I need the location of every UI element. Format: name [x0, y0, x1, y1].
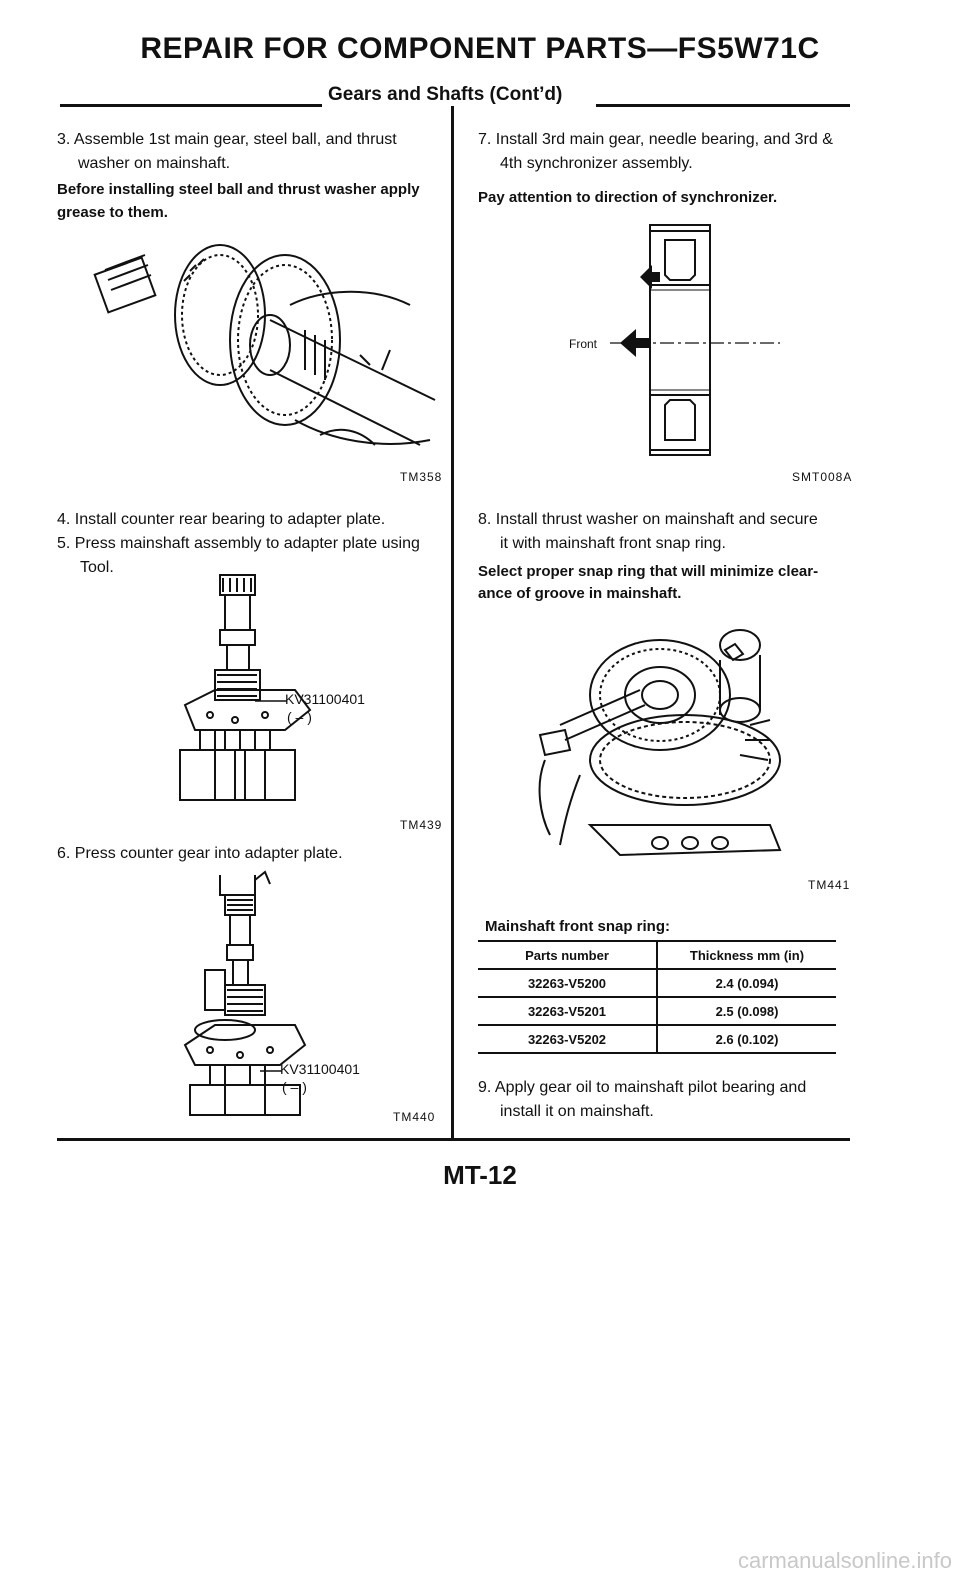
watermark: carmanualsonline.info [737, 1548, 952, 1573]
tool-leader-tm440 [260, 1070, 282, 1072]
table-row [478, 997, 836, 1025]
thickness-cell: 2.5 (0.098) [657, 997, 836, 1025]
step-5-line-1: 5. Press mainshaft assembly to adapter plate using [57, 535, 420, 552]
thickness-cell: 2.6 (0.102) [657, 1025, 836, 1053]
step-7-line-1: 7. Install 3rd main gear, needle bearing, and 3rd & [478, 131, 833, 148]
figure-tm358-gear-assembly [90, 235, 440, 460]
header-parts-number: Parts number [478, 942, 657, 969]
figure-smt008a-synchronizer-direction [590, 225, 790, 460]
part-number-cell: 32263-V5200 [478, 969, 657, 997]
step-8-note-line-1: Select proper snap ring that will minimize clear- [478, 563, 819, 580]
tool-paren-tm439: ( – ) [287, 709, 312, 725]
snap-ring-table-title: Mainshaft front snap ring: [485, 918, 670, 935]
step-7-note: Pay attention to direction of synchronizer. [478, 189, 778, 206]
thickness-cell: 2.4 (0.094) [657, 969, 836, 997]
table-header-row [478, 942, 836, 969]
figure-caption-smt008a: SMT008A [792, 470, 853, 484]
step-3-note-line-2: grease to them. [57, 204, 168, 221]
step-4: 4. Install counter rear bearing to adapter plate. [57, 511, 386, 528]
step-3-line-1: 3. Assemble 1st main gear, steel ball, and thrust [57, 131, 397, 148]
step-5-line-2: Tool. [80, 559, 114, 576]
step-7-line-2: 4th synchronizer assembly. [500, 155, 693, 172]
tool-paren-tm440: ( – ) [282, 1079, 307, 1095]
header-thickness: Thickness mm (in) [657, 942, 836, 969]
figure-caption-tm441: TM441 [808, 878, 851, 892]
column-divider [451, 106, 454, 1140]
snap-ring-table [478, 942, 836, 1054]
subtitle-rule-left [60, 104, 322, 107]
tool-leader-tm439 [255, 700, 287, 702]
figure-tm441-snap-ring-install [530, 615, 790, 860]
bottom-rule [57, 1138, 850, 1141]
figure-caption-tm358: TM358 [400, 470, 443, 484]
step-9-line-2: install it on mainshaft. [500, 1103, 654, 1120]
step-3-note-line-1: Before installing steel ball and thrust washer apply [57, 181, 420, 198]
part-number-cell: 32263-V5201 [478, 997, 657, 1025]
step-9-line-1: 9. Apply gear oil to mainshaft pilot bearing and [478, 1079, 807, 1096]
table-row [478, 1025, 836, 1053]
step-8-line-2: it with mainshaft front snap ring. [500, 535, 726, 552]
page-number: MT-12 [443, 1160, 517, 1190]
step-3-line-2: washer on mainshaft. [78, 155, 231, 172]
step-8-note-line-2: ance of groove in mainshaft. [478, 585, 682, 602]
table-row [478, 969, 836, 997]
step-6: 6. Press counter gear into adapter plate. [57, 845, 343, 862]
part-number-cell: 32263-V5202 [478, 1025, 657, 1053]
page-title: REPAIR FOR COMPONENT PARTS—FS5W71C [140, 32, 820, 65]
figure-caption-tm440: TM440 [393, 1110, 436, 1124]
front-label: Front [569, 337, 598, 351]
tool-number-tm439: KV31100401 [285, 691, 365, 707]
step-8-line-1: 8. Install thrust washer on mainshaft and secure [478, 511, 818, 528]
tool-number-tm440: KV31100401 [280, 1061, 360, 1077]
section-subtitle: Gears and Shafts (Cont’d) [324, 84, 566, 106]
subtitle-rule-right [596, 104, 850, 107]
figure-caption-tm439: TM439 [400, 818, 443, 832]
